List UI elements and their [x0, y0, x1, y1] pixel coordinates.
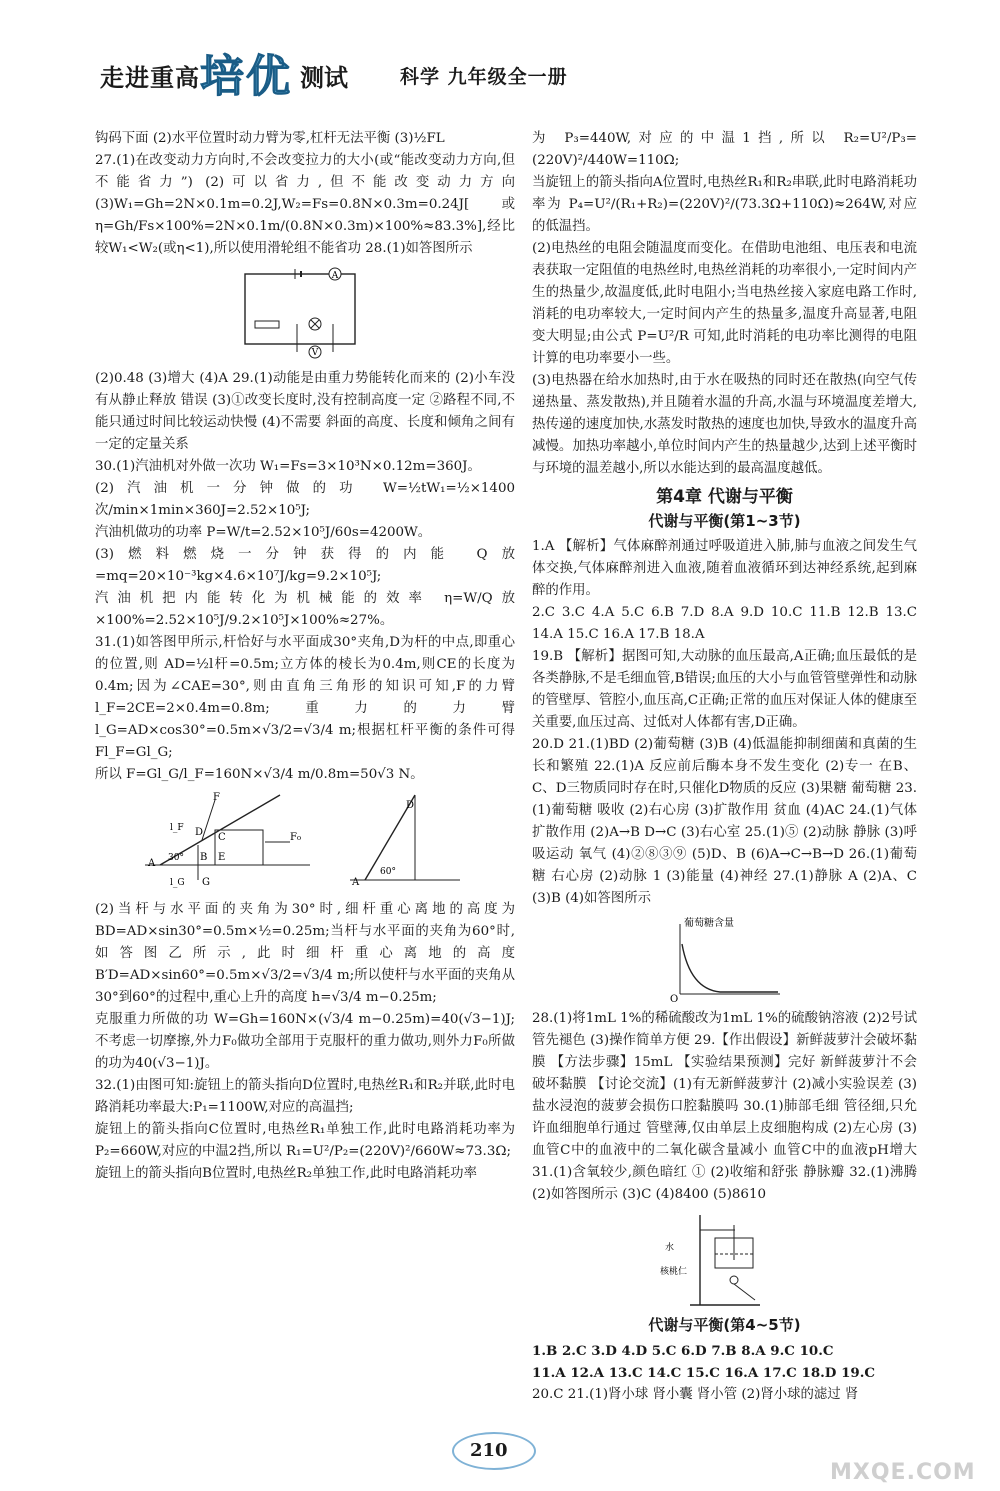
answer-paragraph: (2)电热丝的电阻会随温度而变化。在借助电池组、电压表和电流表获取一定阻值的电热丝时,电热丝消耗的功率很小,一定时间内产生的热量少,故温度低,此时电阻小;当电热丝接入家庭电路工作时,消耗的电功率较大,一定时间内产生的热量多,温度升高显著,电阻变大明显;由公式 P=U²/R 可知,此时消耗的电功率比测得的电阻计算的电功率要小一些。: [532, 241, 917, 366]
svg-text:水: 水: [664, 1243, 674, 1253]
answer-paragraph: 钩码下面 (2)水平位置时动力臂为零,杠杆无法平衡 (3)½FL: [95, 131, 445, 146]
svg-text:F: F: [213, 792, 220, 803]
header-brand: 培优: [200, 51, 292, 102]
nut-icon: [730, 1276, 738, 1284]
answer-paragraph: 11.A 12.A 13.C 14.C 15.C 16.A 17.C 18.D 19.C: [532, 1365, 876, 1381]
svg-text:葡萄糖含量: 葡萄糖含量: [683, 918, 734, 929]
svg-text:核桃仁: 核桃仁: [659, 1267, 687, 1277]
svg-text:60°: 60°: [380, 867, 396, 877]
answer-paragraph: (3)电热器在给水加热时,由于水在吸热的同时还在散热(向空气传递热量、蒸发散热),并且随着水温的升高,水温与环境温度差增大,热传递的速度加快,水蒸发时散热的速度也加快,导致水的温度升高减慢。加热功率越小,单位时间内产生的热量越少,达到上述平衡时与环境的温差越小,所以水能达到的最高温度越低。: [532, 373, 917, 476]
svg-text:B: B: [200, 852, 208, 863]
answer-paragraph: 汽油机做功的功率 P=W/t=2.52×10⁵J/60s=4200W。: [95, 525, 432, 540]
svg-text:O: O: [669, 994, 678, 1004]
answer-paragraph: 20.C 21.(1)肾小球 肾小囊 肾小管 (2)肾小球的滤过 肾: [532, 1387, 859, 1402]
answer-paragraph: 2.C 3.C 4.A 5.C 6.B 7.D 8.A 9.D 10.C 11.B 12.B 13.C 14.A 15.C 16.A 17.B 18.A: [532, 605, 917, 642]
answer-paragraph: 28.(1)将1mL 1%的稀硫酸改为1mL 1%的硫酸钠溶液 (2)2号试管先褪色 (3)操作简单方便 29.【作出假设】新鲜菠萝汁会破坏黏膜 【方法步骤】15mL 【实验结果预测】完好 新鲜菠萝汁不会破坏黏膜 【讨论交流】(1)有无新鲜菠萝汁 (2)减小实验误差 (3)盐水浸泡的菠萝会损伤口腔黏膜吗 30.(1)肺部毛细 管径细,只允许血细胞单行通过 管壁薄,仅由单层上皮细胞构成 (2)左心房 (3)血管C中的血液中的二氧化碳含量减小 血管C中的血液pH增大 31.(1)含氧较少,颜色暗红 ① (2)收缩和舒张 静脉瓣 32.(1)沸腾 (2)如答图所示 (3)C (4)8400 (5)8610: [532, 1011, 917, 1202]
answer-paragraph: 旋钮上的箭头指向B位置时,电热丝R₂单独工作,此时电路消耗功率: [95, 1166, 477, 1181]
svg-text:A: A: [148, 858, 156, 869]
svg-text:G: G: [202, 877, 210, 888]
chapter-heading: 第4章 代谢与平衡: [656, 487, 793, 507]
page-number: 210: [470, 1440, 508, 1461]
answer-paragraph: 为 P₃=440W,对应的中温1挡,所以 R₂=U²/P₃=(220V)²/440W=110Ω;: [532, 131, 917, 168]
answer-paragraph: 27.(1)在改变动力方向时,不会改变拉力的大小(或“能改变动力方向,但不能省力”) (2)可以省力,但不能改变动力方向 (3)W₁=Gh=2N×0.1m=0.2J,W₂=Fs=0.8N×0.3m=0.24J[或η=Gh/Fs×100%=2N×0.1m/(0.8N×0.3m)×100%≈83.3%],经比较W₁<W₂(或η<1),所以使用滑轮组不能省功 28.(1)如答图所示: [95, 153, 515, 256]
answer-paragraph: 31.(1)如答图甲所示,杆恰好与水平面成30°夹角,D为杆的中点,即重心的位置,则 AD=½l杆=0.5m;立方体的棱长为0.4m,则CE的长度为0.4m;因为∠CAE=30°,则由直角三角形的知识可知,F的力臂 l_F=2CE=2×0.4m=0.8m;重力的力臂 l_G=AD×cos30°=0.5m×√3/2=√3/4 m;根据杠杆平衡的条件可得 Fl_F=Gl_G;: [95, 635, 515, 760]
answer-paragraph: 克服重力所做的功 W=Gh=160N×(√3/4 m−0.25m)=40(√3−1)J;不考虑一切摩擦,外力F₀做功全部用于克服杆的重力做功,则外力F₀所做的功为40(√3−1)J。: [95, 1012, 515, 1071]
svg-text:l_G: l_G: [170, 878, 185, 888]
svg-text:l_F: l_F: [170, 823, 184, 833]
svg-text:E: E: [218, 852, 226, 863]
answer-paragraph: 当旋钮上的箭头指向A位置时,电热丝R₁和R₂串联,此时电路消耗功率为 P₄=U²/(R₁+R₂)=(220V)²/(73.3Ω+110Ω)≈264W,对应的低温挡。: [532, 175, 917, 234]
svg-text:A: A: [331, 271, 339, 281]
section-heading: 代谢与平衡(第4~5节): [648, 1316, 801, 1334]
circuit-diagram: [235, 264, 375, 364]
left-column: [95, 128, 515, 1185]
answer-paragraph: 20.D 21.(1)BD (2)葡萄糖 (3)B (4)低温能抑制细菌和真菌的生长和繁殖 22.(1)A 反应前后酶本身不发生变化 (2)专一 在B、C、D三物质同时存在时,只催化D物质的反应 (3)果糖 葡萄糖 23.(1)葡萄糖 吸收 (2)右心房 (3)扩散作用 贫血 (4)AC 24.(1)气体扩散作用 (2)A→B D→C (3)右心室 25.(1)⑤ (2)动脉 静脉 (3)呼吸运动 氧气 (4)②⑧③⑨ (5)D、B (6)A→C→B→D 26.(1)葡萄糖 右心房 (2)动脉 1 (3)能量 (4)神经 27.(1)静脉 A (2)A、C (3)B (4)如答图所示: [532, 737, 917, 906]
answer-paragraph: 30.(1)汽油机对外做一次功 W₁=Fs=3×10³N×0.12m=360J。: [95, 459, 481, 474]
svg-text:30°: 30°: [168, 853, 184, 863]
answer-paragraph: 32.(1)由图可知:旋钮上的箭头指向D位置时,电热丝R₁和R₂并联,此时电路消耗功率最大:P₁=1100W,对应的高温挡;: [95, 1078, 515, 1115]
rheostat-icon: [255, 321, 279, 328]
answer-paragraph: (3)燃料燃烧一分钟获得的内能 Q放=mq=20×10⁻³kg×4.6×10⁷J/kg=9.2×10⁵J;: [95, 547, 515, 584]
page-header: [100, 50, 940, 110]
svg-text:C: C: [218, 832, 226, 843]
header-prefix: 走进重高: [100, 64, 200, 92]
svg-text:V: V: [311, 348, 319, 358]
svg-text:A: A: [352, 877, 360, 888]
header-subject: 科学 九年级全一册: [400, 66, 568, 88]
right-column: [532, 128, 917, 1406]
answer-paragraph: 1.A 【解析】气体麻醉剂通过呼吸道进入肺,肺与血液之间发生气体交换,气体麻醉剂进入血液,随着血液循环到达神经系统,起到麻醉的作用。: [532, 539, 917, 598]
lever-diagrams: [140, 790, 470, 895]
answer-paragraph: 1.B 2.C 3.D 4.D 5.C 6.D 7.B 8.A 9.C 10.C: [532, 1343, 834, 1359]
section-heading: 代谢与平衡(第1~3节): [648, 512, 801, 530]
answer-paragraph: (2)汽油机一分钟做的功 W=½tW₁=½×1400次/min×1min×360J=2.52×10⁵J;: [95, 481, 515, 518]
answer-paragraph: 19.B 【解析】据图可知,大动脉的血压最高,A正确;血压最低的是各类静脉,不是毛细血管,B错误;血压的大小与血管管壁弹性和动脉的管壁厚、管腔小,血压高,C正确;正常的血压对保证人体的健康至关重要,血压过高、过低对人体都有害,D正确。: [532, 649, 917, 730]
answer-paragraph: (2)0.48 (3)增大 (4)A 29.(1)动能是由重力势能转化而来的 (2)小车没有从静止释放 错误 (3)①改变长度时,没有控制高度一定 ②路程不同,不能只通过时间比较运动快慢 (4)不需要 斜面的高度、长度和倾角之间有一定的定量关系: [95, 371, 515, 452]
watermark: MXQE.COM: [830, 1460, 976, 1485]
header-suffix: 测试: [300, 64, 348, 92]
answer-paragraph: (2)当杆与水平面的夹角为30°时,细杆重心离地的高度为 BD=AD×sin30°=0.5m×½=0.25m;当杆与水平面的夹角为60°时,如答图乙所示,此时细杆重心离地的高度 B′D=AD×sin60°=0.5m×√3/2=√3/4 m;所以使杆与水平面的夹角从30°到60°的过程中,重心上升的高度 h=√3/4 m−0.25m;: [95, 902, 515, 1005]
answer-paragraph: 汽油机把内能转化为机械能的效率 η=W/Q放×100%=2.52×10⁵J/9.2×10⁵J×100%≈27%。: [95, 591, 515, 628]
calorimeter-diagram: [660, 1210, 790, 1310]
svg-text:D: D: [406, 800, 415, 811]
svg-text:F₀: F₀: [290, 832, 301, 843]
answer-paragraph: 所以 F=Gl_G/l_F=160N×√3/4 m/0.8m=50√3 N。: [95, 767, 424, 782]
glucose-graph: [660, 914, 790, 1004]
answer-paragraph: 旋钮上的箭头指向C位置时,电热丝R₁单独工作,此时电路消耗功率为 P₂=660W,对应的中温2挡,所以 R₁=U²/P₂=(220V)²/660W≈73.3Ω;: [95, 1122, 515, 1159]
svg-text:D: D: [195, 827, 204, 838]
